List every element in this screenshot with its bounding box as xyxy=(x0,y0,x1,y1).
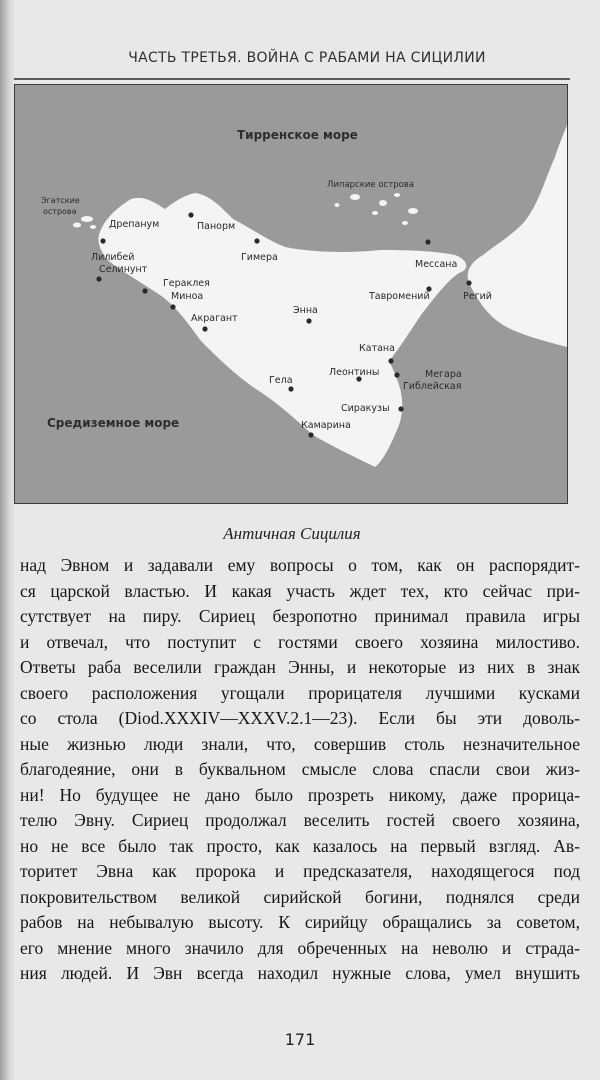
city-label-lilybaeum: Лилибей xyxy=(91,252,135,263)
body-line: сутствует на пиру. Сириец безропотно принимал правила игры xyxy=(20,606,580,626)
city-label-tauromenium: Тавромений xyxy=(369,291,430,302)
body-line: телю Эвну. Сириец продолжал веселить гостей своего хозяина, xyxy=(20,810,580,830)
body-line: и отвечал, что поступит с гостями своего хозяина милостиво. xyxy=(20,631,580,652)
lipari-islands-label: Липарские острова xyxy=(327,180,414,190)
city-label-himera: Гимера xyxy=(241,252,278,263)
running-header: ЧАСТЬ ТРЕТЬЯ. ВОЙНА С РАБАМИ НА СИЦИЛИИ xyxy=(128,50,486,66)
lipari-island-1 xyxy=(350,194,360,200)
egadi-islands-label-line1: Эгатские xyxy=(41,196,80,205)
lipari-island-4 xyxy=(408,208,418,214)
egadi-island-2 xyxy=(73,223,81,228)
egadi-island-1 xyxy=(81,216,93,222)
tyrrhenian-sea-label: Тирренское море xyxy=(237,128,358,142)
city-label-heraclea: Гераклея xyxy=(163,278,210,289)
body-line: его мнение много значило для обреченных на неволю и страда- xyxy=(20,937,580,958)
city-dot-selinunt xyxy=(142,288,147,293)
body-line: своего расположения угощали прорицателя лучшими кусками xyxy=(20,682,580,703)
city-label-selinunt: Селинунт xyxy=(99,264,148,275)
city-label-gela: Гела xyxy=(269,375,293,386)
page-number: 171 xyxy=(284,1030,316,1049)
egadi-island-3 xyxy=(90,225,96,229)
city-label-akragant: Акрагант xyxy=(191,313,238,324)
map-svg xyxy=(15,85,567,503)
lipari-island-6 xyxy=(402,221,408,225)
body-line: ся царской властью. И какая участь ждет тех, кто сейчас при- xyxy=(20,580,580,601)
city-label-regium: Регий xyxy=(463,291,492,302)
city-dot-syracuse xyxy=(398,406,403,411)
sicily-map xyxy=(14,84,568,504)
mediterranean-sea-label: Средиземное море xyxy=(47,416,180,430)
body-line: благодеяние, они в буквальном смысле слова спасли свои жиз- xyxy=(20,759,580,779)
city-dot-enna xyxy=(306,318,311,323)
body-line: но не все было так просто, как казалось на первый взгляд. Ав- xyxy=(20,835,580,856)
city-dot-himera xyxy=(254,238,259,243)
map-caption: Античная Сицилия xyxy=(223,524,361,543)
city-label-leontini: Леонтины xyxy=(329,367,380,378)
city-dot-akragant xyxy=(202,326,207,331)
body-line: рабов на небывалую высоту. К сирийцу обращались за советом, xyxy=(20,912,580,932)
body-line: ния людей. И Эвн всегда находил нужные слова, умел внушить xyxy=(20,963,580,983)
body-line: Ответы раба веселили граждан Энны, и некоторые из них в знак xyxy=(20,657,580,677)
city-dot-katana xyxy=(388,358,393,363)
city-dot-lilybaeum xyxy=(96,276,101,281)
city-dot-kamarina xyxy=(308,432,313,437)
city-label-katana: Катана xyxy=(359,343,395,354)
body-line: со стола (Diod.XXXIV—XXXV.2.1—23). Если бы эти доволь- xyxy=(20,708,580,728)
header-rule xyxy=(14,78,570,80)
body-line: над Эвном и задавали ему вопросы о том, как он распорядит- xyxy=(20,555,580,575)
lipari-island-5 xyxy=(372,211,378,215)
city-dot-messana xyxy=(425,239,430,244)
city-dot-panorm xyxy=(188,212,193,217)
city-label-panorm: Панорм xyxy=(197,221,236,232)
city-label-minoa: Миноа xyxy=(171,291,204,302)
city-label-megara: Мегара xyxy=(425,369,462,380)
city-dot-heraclea xyxy=(170,304,175,309)
city-label-drepanum: Дрепанум xyxy=(109,219,160,230)
city-label-kamarina: Камарина xyxy=(301,420,351,431)
lipari-island-2 xyxy=(379,200,387,206)
city-dot-megara xyxy=(394,372,399,377)
body-line: торитет Эвна как пророка и предсказателя, находящегося под xyxy=(20,861,580,881)
body-line: ные жизнью люди знали, что, совершив столь незначительное xyxy=(20,733,580,754)
body-line: покровительством великой сирийской богини, поднялся среди xyxy=(20,886,580,907)
city-label-hyblaea: Гиблейская xyxy=(403,381,462,392)
egadi-islands-label-line2: острова xyxy=(43,207,77,216)
city-label-syracuse: Сиракузы xyxy=(341,403,390,414)
lipari-island-3 xyxy=(394,193,400,197)
body-text xyxy=(20,553,580,987)
lipari-island-7 xyxy=(335,203,340,207)
city-dot-drepanum xyxy=(100,238,105,243)
city-dot-gela xyxy=(288,386,293,391)
city-label-enna: Энна xyxy=(293,305,318,316)
city-dot-regium xyxy=(466,280,471,285)
city-label-messana: Мессана xyxy=(415,259,458,270)
body-line: ни! Но будущее не дано было прозреть никому, даже прорица- xyxy=(20,784,580,805)
